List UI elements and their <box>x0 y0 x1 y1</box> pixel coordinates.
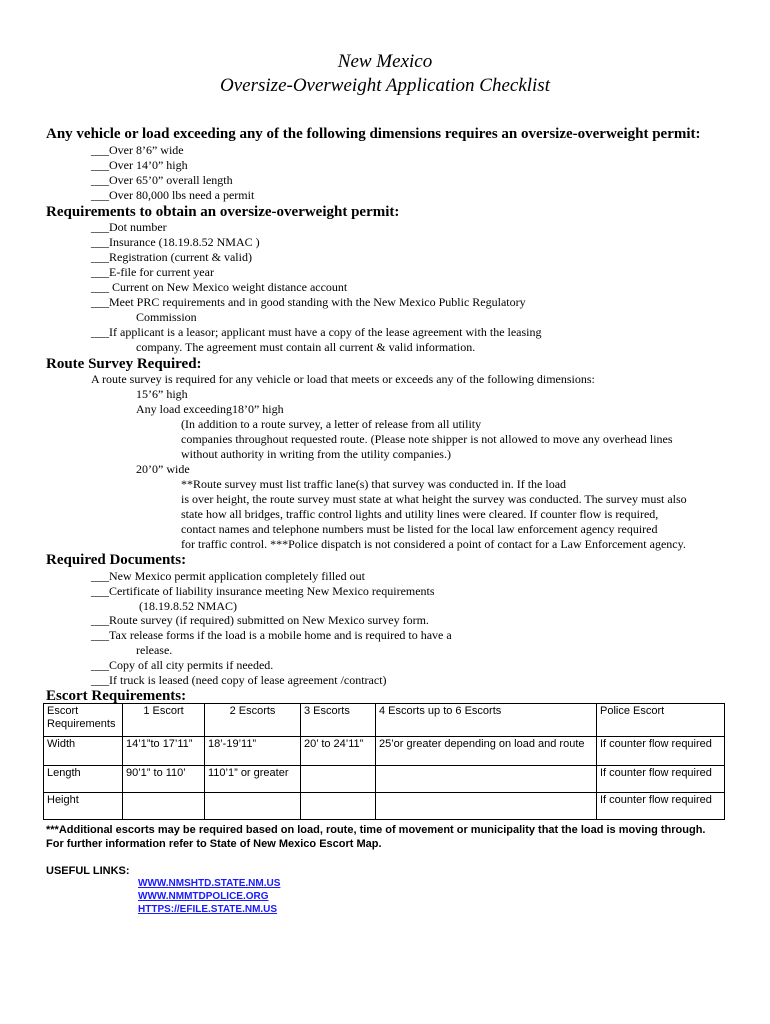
checklist-item-continued: release. <box>136 643 173 657</box>
escort-note: ***Additional escorts may be required based on load, route, time of movement or municipality that the load is moving through. For further information refer to State of New Mexico Escort Map. <box>46 824 706 850</box>
table-cell <box>301 766 376 793</box>
checklist-item: ___Certificate of liability insurance meeting New Mexico requirements <box>91 584 435 598</box>
table-row <box>44 793 725 820</box>
checklist-item: ___Over 80,000 lbs need a permit <box>91 188 255 202</box>
checklist-item: ___ Current on New Mexico weight distance account <box>91 280 348 294</box>
checklist-item-continued: company. The agreement must contain all current & valid information. <box>136 340 476 354</box>
route-survey-line: **Route survey must list traffic lane(s) that survey was conducted in. If the load <box>181 477 567 491</box>
table-header-cell: Police Escort <box>597 704 725 737</box>
table-cell <box>376 766 597 793</box>
route-survey-line: Any load exceeding18’0” high <box>136 402 284 416</box>
checklist-item: ___Tax release forms if the load is a mobile home and is required to have a <box>91 628 452 642</box>
table-cell: 110’1” or greater <box>205 766 301 793</box>
table-cell <box>205 793 301 820</box>
route-survey-line: for traffic control. ***Police dispatch is not considered a point of contact for a Law Enforcement agency. <box>181 537 686 551</box>
table-cell: 14’1”to 17’11” <box>123 737 205 766</box>
page-title-state: New Mexico <box>337 51 433 72</box>
table-cell: If counter flow required <box>597 737 725 766</box>
checklist-item: ___If truck is leased (need copy of lease agreement /contract) <box>91 673 387 687</box>
table-cell <box>301 793 376 820</box>
link-efile[interactable]: HTTPS://EFILE.STATE.NM.US <box>138 904 278 915</box>
route-survey-line: 15’6” high <box>136 387 188 401</box>
table-cell: 20’ to 24’11” <box>301 737 376 766</box>
table-cell: If counter flow required <box>597 766 725 793</box>
page-title: Oversize-Overweight Application Checklist <box>220 75 550 96</box>
table-header-cell: 1 Escort <box>123 704 205 737</box>
table-cell: If counter flow required <box>597 793 725 820</box>
checklist-item: ___Registration (current & valid) <box>91 250 252 264</box>
route-survey-line: (In addition to a route survey, a letter of release from all utility <box>181 417 482 431</box>
checklist-item: ___Over 65’0” overall length <box>91 173 233 187</box>
table-header-row <box>44 704 725 737</box>
table-cell: 90’1” to 110’ <box>123 766 205 793</box>
checklist-item: ___Over 8’6” wide <box>91 143 184 157</box>
link-nmmtdpolice[interactable]: WWW.NMMTDPOLICE.ORG <box>138 891 269 902</box>
table-cell <box>123 793 205 820</box>
route-survey-line: companies throughout requested route. (Please note shipper is not allowed to move any overhead lines <box>181 432 673 446</box>
requirements-heading: Requirements to obtain an oversize-overweight permit: <box>46 204 400 220</box>
checklist-item-continued: (18.19.8.52 NMAC) <box>139 599 237 613</box>
checklist-item: ___E-file for current year <box>91 265 214 279</box>
table-cell: 18’-19’11” <box>205 737 301 766</box>
table-cell: Length <box>44 766 123 793</box>
route-survey-heading: Route Survey Required: <box>46 356 202 372</box>
checklist-item: ___Meet PRC requirements and in good standing with the New Mexico Public Regulatory <box>91 295 526 309</box>
route-survey-intro: A route survey is required for any vehicle or load that meets or exceeds any of the following dimensions: <box>91 372 595 386</box>
route-survey-line: without authority in writing from the utility companies.) <box>181 447 451 461</box>
checklist-item: ___Insurance (18.19.8.52 NMAC ) <box>91 235 260 249</box>
table-row <box>44 766 725 793</box>
table-header-cell: 4 Escorts up to 6 Escorts <box>376 704 597 737</box>
link-nmshtd[interactable]: WWW.NMSHTD.STATE.NM.US <box>138 878 281 889</box>
checklist-item: ___If applicant is a leasor; applicant must have a copy of the lease agreement with the leasing <box>91 325 542 339</box>
table-cell: Width <box>44 737 123 766</box>
route-survey-line: state how all bridges, traffic control lights and utility lines were cleared. If counter flow is required, <box>181 507 659 521</box>
table-row <box>44 737 725 766</box>
escort-table <box>43 703 725 820</box>
table-header-cell: Escort Requirements <box>44 704 123 737</box>
route-survey-line: contact names and telephone numbers must be listed for the local law enforcement agency required <box>181 522 658 536</box>
checklist-item: ___New Mexico permit application completely filled out <box>91 569 365 583</box>
checklist-item-continued: Commission <box>136 310 197 324</box>
table-cell: 25’or greater depending on load and route <box>376 737 597 766</box>
route-survey-line: is over height, the route survey must state at what height the survey was conducted. The survey must also <box>181 492 687 506</box>
checklist-item: ___Copy of all city permits if needed. <box>91 658 274 672</box>
useful-links-label: USEFUL LINKS: <box>46 865 130 877</box>
checklist-item: ___Route survey (if required) submitted on New Mexico survey form. <box>91 613 429 627</box>
checklist-item: ___Over 14’0” high <box>91 158 188 172</box>
escort-heading: Escort Requirements: <box>46 688 187 704</box>
table-cell: Height <box>44 793 123 820</box>
dimensions-heading: Any vehicle or load exceeding any of the following dimensions requires an oversize-overweight permit: <box>46 126 701 142</box>
documents-heading: Required Documents: <box>46 552 187 568</box>
table-cell <box>376 793 597 820</box>
table-header-cell: 3 Escorts <box>301 704 376 737</box>
checklist-item: ___Dot number <box>91 220 167 234</box>
table-header-cell: 2 Escorts <box>205 704 301 737</box>
route-survey-line: 20’0” wide <box>136 462 190 476</box>
